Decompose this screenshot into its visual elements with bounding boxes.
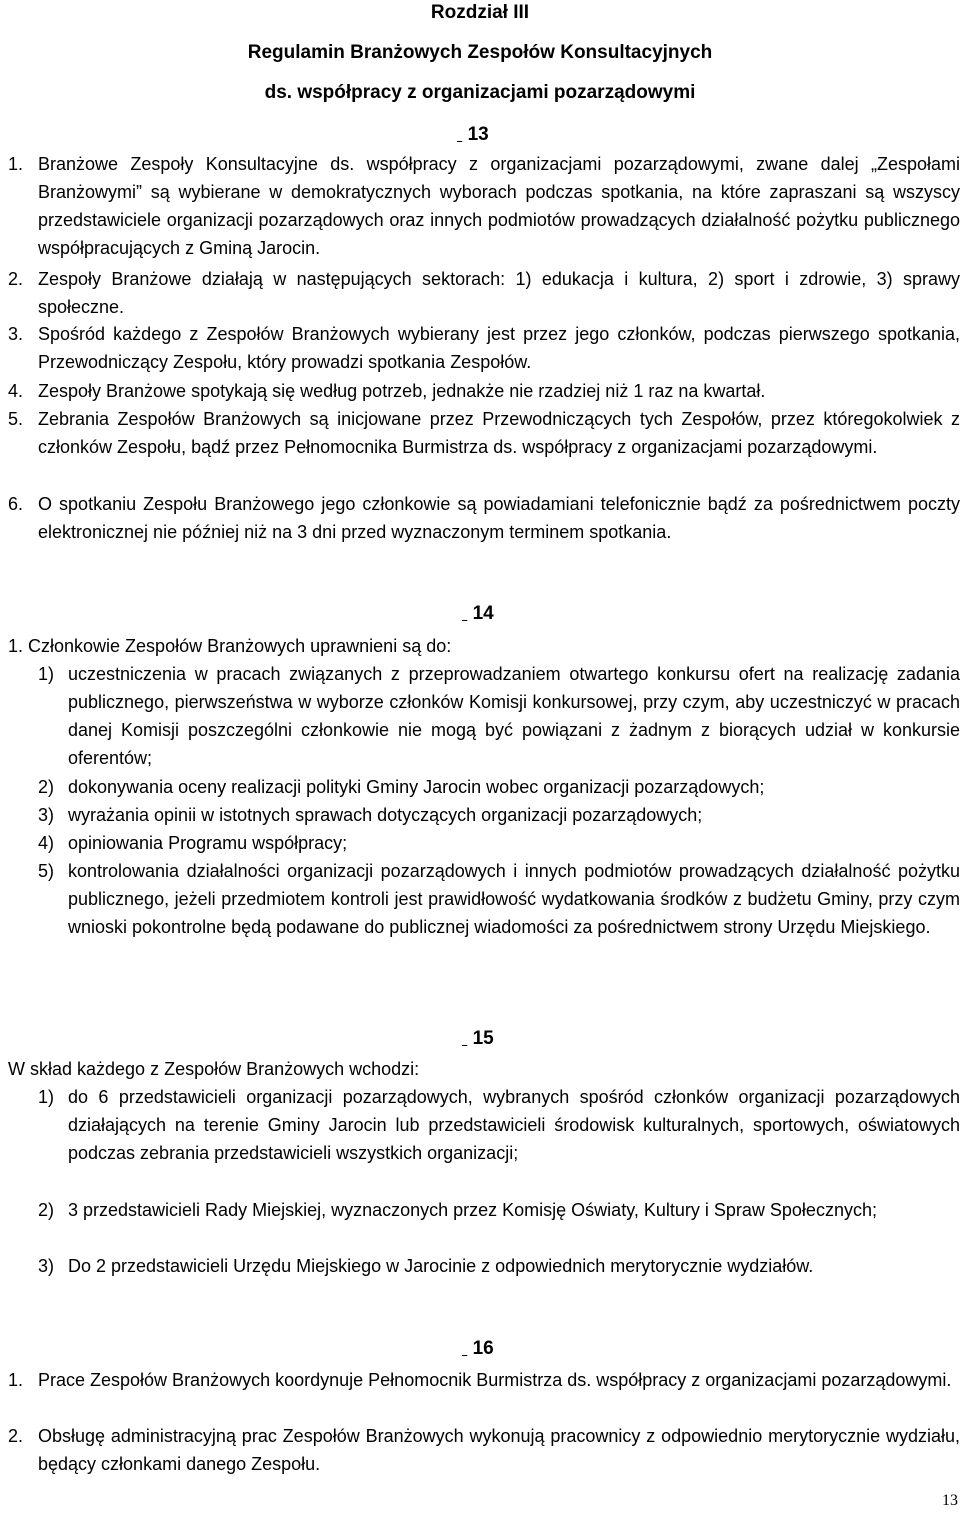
section-13-item-3 bbox=[8, 320, 960, 376]
item-number: 3) bbox=[38, 805, 55, 825]
section-15-item-1 bbox=[38, 1083, 960, 1167]
item-text: Branżowe Zespoły Konsultacyjne ds. współpracy z organizacjami pozarządowymi, zwane dalej „Zespołami Branżowymi” są wybierane w demokratycznych wyborach podczas spotkania, na które zapraszani są wszyscy przedstawiciele organizacji pozarządowych oraz innych podmiotów prowadzących działalność pożytku publicznego współpracujących z Gminą Jarocin. bbox=[38, 154, 960, 258]
item-text: uczestniczenia w pracach związanych z przeprowadzaniem otwartego konkursu ofert na realizację zadania publicznego, pierwszeństwa w wyborze członków Komisji konkursowej, przy czym, aby uczestniczyć w pracach danej Komisji poszczególni członkowie nie mogą być powiązani z żadnym z biorących udział w konkursie oferentów; bbox=[68, 664, 960, 768]
section-14-intro: 1. Członkowie Zespołów Branżowych uprawnieni są do: bbox=[8, 636, 452, 656]
section-13-item-1 bbox=[8, 150, 960, 262]
item-text: do 6 przedstawicieli organizacji pozarządowych, wybranych spośród członków organizacji pozarządowych działających na terenie Gminy Jarocin lub przedstawicieli środowisk kulturalnych, sportowych, oświatowych podczas zebrania przedstawicieli wszystkich organizacji; bbox=[68, 1087, 960, 1163]
section-16-item-1 bbox=[8, 1366, 960, 1394]
item-number: 2) bbox=[38, 777, 55, 797]
section-15-number: 15 bbox=[472, 1028, 494, 1049]
section-15-item-2 bbox=[38, 1196, 960, 1224]
section-13-heading bbox=[457, 124, 489, 146]
chapter-heading: Rozdział III bbox=[430, 2, 530, 23]
item-number: 3) bbox=[38, 1256, 55, 1276]
item-number: 6. bbox=[8, 494, 24, 514]
section-13-item-5 bbox=[8, 405, 960, 461]
item-text: O spotkaniu Zespołu Branżowego jego członkowie są powiadamiani telefonicznie bądź za pośrednictwem poczty elektronicznej nie później niż na 3 dni przed wyznaczonym terminem spotkania. bbox=[38, 494, 960, 542]
section-13-item-6 bbox=[8, 490, 960, 546]
item-number: 2. bbox=[8, 1426, 24, 1446]
item-text: Zespoły Branżowe działają w następujących sektorach: 1) edukacja i kultura, 2) sport i zdrowie, 3) sprawy społeczne. bbox=[38, 269, 960, 317]
item-number: 1. bbox=[8, 154, 24, 174]
item-text: wyrażania opinii w istotnych sprawach dotyczących organizacji pozarządowych; bbox=[68, 805, 703, 825]
item-text: Zebrania Zespołów Branżowych są inicjowane przez Przewodniczących tych Zespołów, przez któregokolwiek z członków Zespołu, bądź przez Pełnomocnika Burmistrza ds. współpracy z organizacjami pozarządowymi. bbox=[38, 409, 960, 457]
section-13-item-4 bbox=[8, 377, 960, 405]
item-number: 4) bbox=[38, 833, 55, 853]
item-text: dokonywania oceny realizacji polityki Gminy Jarocin wobec organizacji pozarządowych; bbox=[68, 777, 765, 797]
item-text: opiniowania Programu współpracy; bbox=[68, 833, 348, 853]
document-title-line-2: ds. współpracy z organizacjami pozarządowymi bbox=[264, 82, 696, 103]
item-text: Zespoły Branżowe spotykają się według potrzeb, jednakże nie rzadziej niż 1 raz na kwartał. bbox=[38, 381, 766, 401]
section-14-item-1 bbox=[38, 660, 960, 772]
page-number: 13 bbox=[942, 1492, 958, 1509]
section-16-number: 16 bbox=[472, 1338, 494, 1359]
section-16-item-2 bbox=[8, 1422, 960, 1478]
item-text: 3 przedstawicieli Rady Miejskiej, wyznaczonych przez Komisję Oświaty, Kultury i Spraw Społecznych; bbox=[68, 1200, 877, 1220]
item-number: 4. bbox=[8, 381, 24, 401]
item-text: Do 2 przedstawicieli Urzędu Miejskiego w Jarocinie z odpowiednich merytorycznie wydziałów. bbox=[68, 1256, 814, 1276]
item-text: Spośród każdego z Zespołów Branżowych wybierany jest przez jego członków, podczas pierwszego spotkania, Przewodniczący Zespołu, który prowadzi spotkania Zespołów. bbox=[38, 324, 960, 372]
document-title-line-1: Regulamin Branżowych Zespołów Konsultacyjnych bbox=[247, 42, 713, 63]
section-16-heading bbox=[462, 1338, 494, 1360]
section-15-item-3 bbox=[38, 1252, 960, 1280]
item-number: 1) bbox=[38, 1087, 55, 1107]
item-number: 2) bbox=[38, 1200, 55, 1220]
section-15-heading bbox=[462, 1028, 494, 1050]
item-number: 2. bbox=[8, 269, 24, 289]
section-13-item-2 bbox=[8, 265, 960, 321]
section-14-item-4 bbox=[38, 829, 960, 857]
section-14-number: 14 bbox=[472, 603, 494, 624]
item-number: 5) bbox=[38, 861, 55, 881]
section-14-heading bbox=[462, 603, 494, 625]
item-text: Prace Zespołów Branżowych koordynuje Pełnomocnik Burmistrza ds. współpracy z organizacjami pozarządowymi. bbox=[38, 1370, 952, 1390]
section-14-item-3 bbox=[38, 801, 960, 829]
item-number: 3. bbox=[8, 324, 24, 344]
item-text: Obsługę administracyjną prac Zespołów Branżowych wykonują pracownicy z odpowiednio merytorycznie wydziału, będący członkami danego Zespołu. bbox=[38, 1426, 960, 1474]
section-15-intro: W skład każdego z Zespołów Branżowych wchodzi: bbox=[8, 1059, 420, 1079]
item-text: kontrolowania działalności organizacji pozarządowych i innych podmiotów prowadzących działalność pożytku publicznego, jeżeli przedmiotem kontroli jest prawidłowość wydatkowania środków z budżetu Gminy, przy czym wnioski pokontrolne będą podawane do publicznej wiadomości za pośrednictwem strony Urzędu Miejskiego. bbox=[68, 861, 960, 937]
section-14-item-2 bbox=[38, 773, 960, 801]
item-number: 1) bbox=[38, 664, 55, 684]
section-13-number: 13 bbox=[467, 124, 489, 145]
item-number: 1. bbox=[8, 1370, 24, 1390]
item-number: 5. bbox=[8, 409, 24, 429]
section-14-item-5 bbox=[38, 857, 960, 941]
